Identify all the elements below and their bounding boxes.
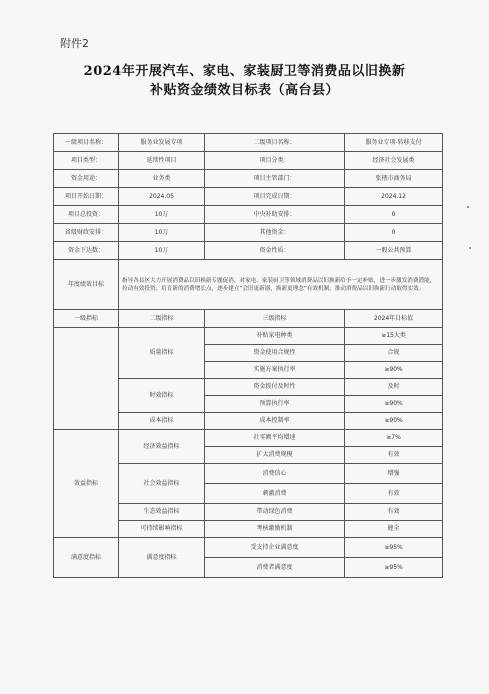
header-level2: 二级指标	[119, 310, 205, 328]
sustain-label: 可持续影响指标	[119, 521, 205, 538]
eco-label: 生态效益指标	[119, 504, 205, 521]
info-row	[54, 152, 443, 170]
target-cell: 健全	[345, 521, 443, 538]
level3-cell: 扩大消费规模	[205, 447, 345, 464]
info-label: 项目总投资：	[54, 206, 119, 224]
info-row	[54, 134, 443, 152]
info-value: 10万	[119, 224, 205, 242]
level3-cell: 消费信心	[205, 464, 345, 484]
attachment-label: 附件2	[60, 37, 89, 50]
info-row	[54, 224, 443, 242]
level3-cell: 带动绿色消费	[205, 504, 345, 521]
level3-cell: 补贴家电种类	[205, 328, 345, 345]
level3-cell: 实施方案执行率	[205, 362, 345, 379]
target-cell: 有效	[345, 447, 443, 464]
level3-cell: 预算执行率	[205, 396, 345, 413]
economic-label: 经济效益指标	[119, 430, 205, 464]
info-label: 二级项目名称：	[205, 134, 345, 152]
level3-cell: 资金使用合规性	[205, 345, 345, 362]
level3-cell: 刺激消费	[205, 484, 345, 504]
level3-cell: 考核激励机制	[205, 521, 345, 538]
scan-speck	[469, 247, 471, 249]
info-value: 业务类	[119, 170, 205, 188]
social-label: 社会效益指标	[119, 464, 205, 504]
info-value: 一般公共预算	[345, 242, 443, 260]
goal-row	[54, 260, 443, 310]
info-value: 服务业发展专项	[119, 134, 205, 152]
info-label: 资金下达数：	[54, 242, 119, 260]
goal-text: 指导各县区大力开展消费品以旧换新专题促消，对家电、家装厨卫等领域消费品以旧换新给予一定补贴，进一步激发消费潜能，拉动有效投资，培育新的消费增长点，逐步建立“会旧更新器，换新更理念”有效机制，推动消费品以旧换新行动取得实效。	[119, 260, 443, 310]
output-level1-cell	[54, 328, 119, 430]
info-value: 10万	[119, 242, 205, 260]
table-row	[54, 430, 443, 447]
info-label: 项目类型：	[54, 152, 119, 170]
info-label: 资金用途：	[54, 170, 119, 188]
level3-cell: 社零额平均增速	[205, 430, 345, 447]
table-row	[54, 538, 443, 558]
level3-cell: 消费者满意度	[205, 558, 345, 578]
target-cell: ≥90%	[345, 396, 443, 413]
level3-cell: 成本控制率	[205, 413, 345, 430]
target-cell: 及时	[345, 379, 443, 396]
info-row	[54, 188, 443, 206]
target-cell: 增强	[345, 464, 443, 484]
satisfaction-sub-label: 满意度指标	[119, 538, 205, 578]
info-row	[54, 242, 443, 260]
info-label: 项目开始日期：	[54, 188, 119, 206]
target-cell: 有效	[345, 504, 443, 521]
info-label: 资金性质：	[205, 242, 345, 260]
info-value: 0	[345, 206, 443, 224]
cost-label: 成本指标	[119, 413, 205, 430]
info-row	[54, 206, 443, 224]
info-label: 项目完成日期：	[205, 188, 345, 206]
info-value: 2024.05	[119, 188, 205, 206]
benefit-label: 效益指标	[54, 430, 119, 538]
indicator-header-row	[54, 310, 443, 328]
info-value: 延续性项目	[119, 152, 205, 170]
table-row	[54, 328, 443, 345]
performance-target-table	[53, 133, 443, 578]
info-value: 服务业专项-转移支付	[345, 134, 443, 152]
level3-cell: 资金拨付及时性	[205, 379, 345, 396]
info-label: 中央补助安排：	[205, 206, 345, 224]
info-label: 项目主管部门：	[205, 170, 345, 188]
target-cell: ≥90%	[345, 362, 443, 379]
info-value: 张掖市商务局	[345, 170, 443, 188]
header-level3: 三级指标	[205, 310, 345, 328]
info-label: 项目分类：	[205, 152, 345, 170]
quality-label: 质量指标	[119, 328, 205, 379]
scan-speck	[467, 206, 469, 208]
target-cell: ≥95%	[345, 558, 443, 578]
target-cell: 合规	[345, 345, 443, 362]
document-title-line1: 2024年开展汽车、家电、家装厨卫等消费品以旧换新	[83, 64, 406, 79]
target-cell: ≥90%	[345, 413, 443, 430]
document-title-line2: 补贴资金绩效目标表（高台县）	[149, 83, 339, 98]
satisfaction-label: 满意度指标	[54, 538, 119, 578]
timeliness-label: 时效指标	[119, 379, 205, 413]
info-value: 2024.12	[345, 188, 443, 206]
target-cell: ≥15大类	[345, 328, 443, 345]
target-cell: ≥7%	[345, 430, 443, 447]
info-label: 省级财政安排：	[54, 224, 119, 242]
info-value: 10万	[119, 206, 205, 224]
info-row	[54, 170, 443, 188]
target-cell: ≥95%	[345, 538, 443, 558]
info-label: 其他资金：	[205, 224, 345, 242]
target-cell: 有效	[345, 484, 443, 504]
info-value: 0	[345, 224, 443, 242]
info-value: 经济社会发展类	[345, 152, 443, 170]
header-level1: 一级指标	[54, 310, 119, 328]
header-target: 2024年目标值	[345, 310, 443, 328]
level3-cell: 受支持企业满意度	[205, 538, 345, 558]
goal-label: 年度绩效目标	[54, 260, 119, 310]
info-label: 一级项目名称：	[54, 134, 119, 152]
